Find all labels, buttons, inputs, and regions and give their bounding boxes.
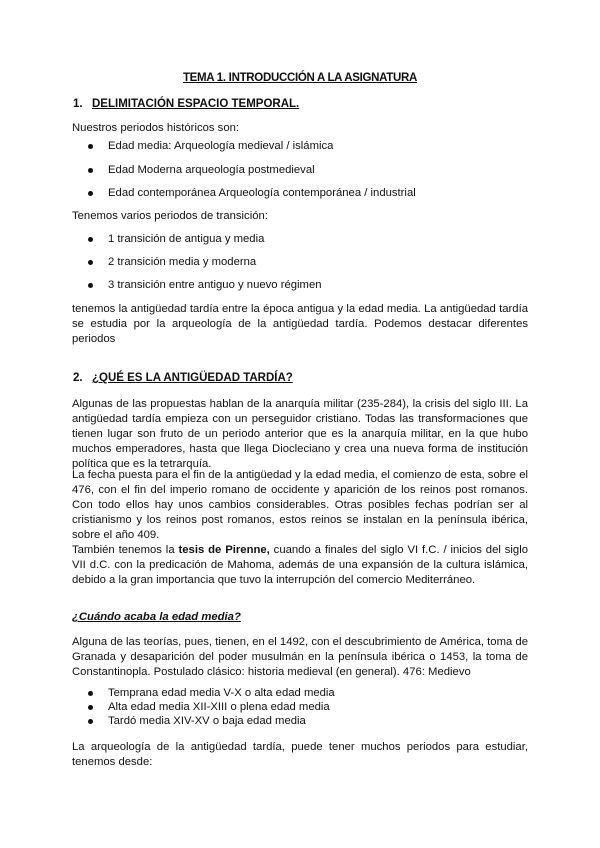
list-item-text: Tardó media XIV-XV o baja edad media bbox=[108, 715, 306, 727]
list-item-text: Edad media: Arqueología medieval / islámica bbox=[108, 140, 334, 152]
transitions-intro: Tenemos varios periodos de transición: bbox=[72, 210, 268, 222]
bullet-dot bbox=[88, 144, 93, 149]
bullet-dot bbox=[88, 191, 93, 196]
section-2-number: 2. bbox=[73, 372, 83, 384]
section-1-closing: tenemos la antigüedad tardía entre la época antigua y la edad media. La antigüedad tardía se estudia por la arqueología de la antigüedad tardía. Podemos destacar diferentes periodos bbox=[72, 303, 528, 345]
bullet-dot bbox=[88, 283, 93, 288]
section-1-number: 1. bbox=[73, 98, 83, 110]
section-2-paragraph-3 bbox=[72, 543, 528, 588]
section-2-paragraph-1: Algunas de las propuestas hablan de la anarquía militar (235-284), la crisis del siglo III. La antigüedad tardía empieza con un perseguidor cristiano. Todas las transformaciones que tienen lugar son fruto de un periodo anterior que es la anarquía militar, en la que hubo muchos emperadores, hasta que llega Diocleciano y crea una nueva forma de institución política que es la tetrarquía. bbox=[72, 398, 528, 470]
bullet-dot bbox=[88, 168, 93, 173]
bullet-dot bbox=[88, 260, 93, 265]
section-2-paragraph-2: La fecha puesta para el fin de la antigüedad y la edad media, el comienzo de esta, sobre el 476, con el fin del imperio romano de occidente y aparición de los reinos post romanos. Con todo ellos hay unos cambios considerables. Otras posibles fechas podrían ser al cristianismo y los reinos post romanos, estos reinos se instalan en la península ibérica, sobre el año 409. bbox=[72, 469, 528, 541]
list-item-text: Alta edad media XII-XIII o plena edad media bbox=[108, 701, 330, 713]
paragraph-text: También tenemos la bbox=[72, 544, 179, 556]
bullet-dot bbox=[88, 705, 93, 710]
pirenne-thesis-term: tesis de Pirenne, bbox=[178, 544, 270, 556]
section-2-title: ¿QUÉ ES LA ANTIGÜEDAD TARDÍA? bbox=[92, 372, 293, 384]
bullet-dot bbox=[88, 237, 93, 242]
section-3-closing: La arqueología de la antigüedad tardía, puede tener muchos periodos para estudiar, tenemos desde: bbox=[72, 741, 528, 768]
list-item-text: Edad contemporánea Arqueología contemporánea / industrial bbox=[108, 187, 416, 199]
paragraph-text: cuando a finales del siglo VI f.C. / inicios del siglo VII d.C. con la predicación de Mahoma, además de una expansión de la cultura islámica, debido a la gran importancia que tuvo la interrupción del comercio Mediterráneo. bbox=[72, 544, 528, 586]
periods-intro: Nuestros periodos históricos son: bbox=[72, 122, 240, 134]
bullet-dot bbox=[88, 719, 93, 724]
list-item-text: 1 transición de antigua y media bbox=[108, 233, 265, 245]
section-1-heading bbox=[73, 98, 300, 110]
section-2-heading bbox=[73, 372, 293, 384]
section-3-heading: ¿Cuándo acaba la edad media? bbox=[72, 611, 241, 623]
section-1-title: DELIMITACIÓN ESPACIO TEMPORAL. bbox=[92, 98, 300, 110]
document-title: TEMA 1. INTRODUCCIÓN A LA ASIGNATURA bbox=[182, 72, 418, 84]
section-3-paragraph-1: Alguna de las teorías, pues, tienen, en el 1492, con el descubrimiento de América, toma de Granada y desaparición del poder musulmán en la península ibérica o 1453, la toma de Constantinopla. Postulado clásico: historia medieval (en general). 476: Medievo bbox=[72, 636, 528, 678]
bullet-dot bbox=[88, 691, 93, 696]
list-item-text: 2 transición media y moderna bbox=[108, 256, 257, 268]
list-item-text: Edad Moderna arqueología postmedieval bbox=[108, 164, 315, 176]
list-item-text: Temprana edad media V-X o alta edad media bbox=[108, 687, 335, 699]
list-item-text: 3 transición entre antiguo y nuevo régimen bbox=[108, 279, 322, 291]
